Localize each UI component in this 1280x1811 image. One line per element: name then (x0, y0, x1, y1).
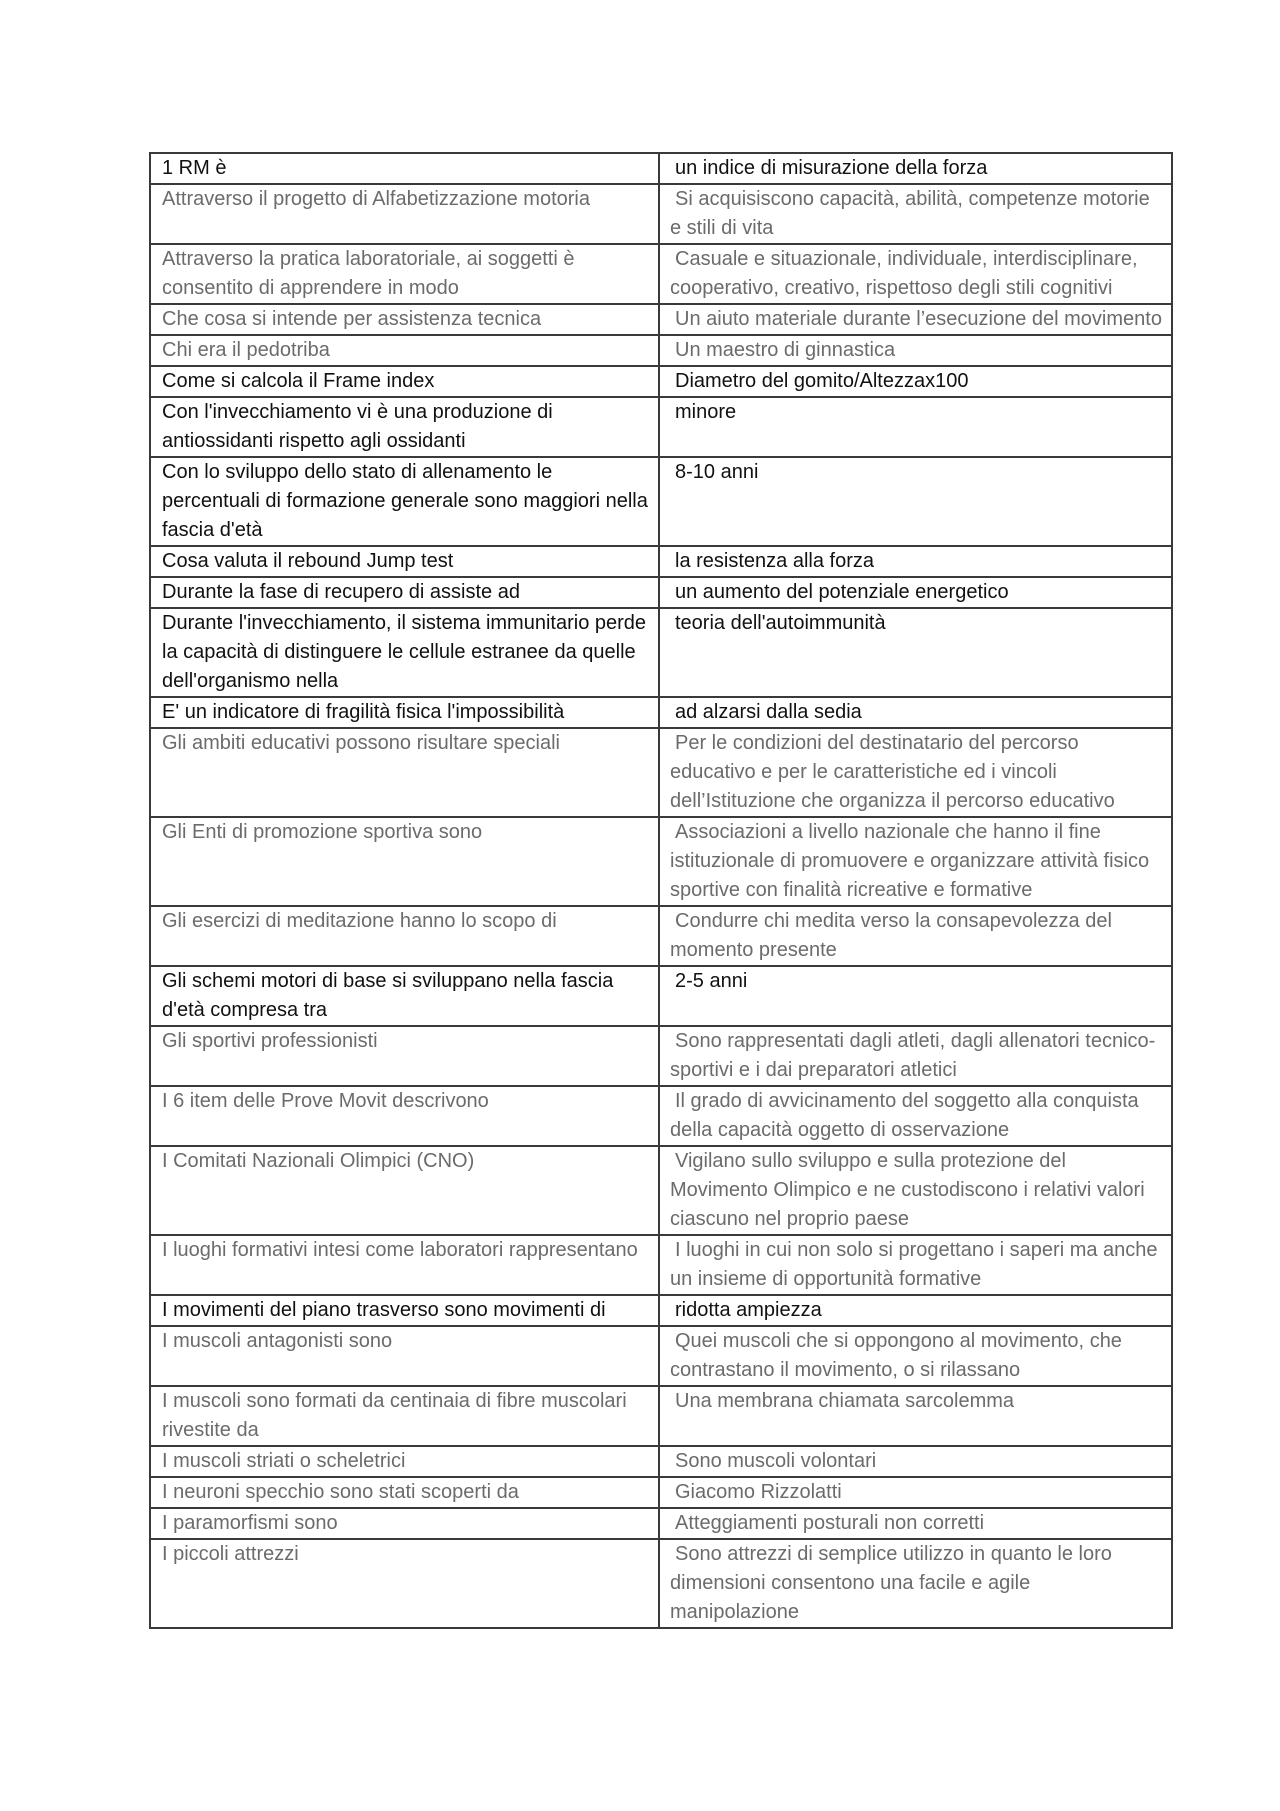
answer-cell (659, 728, 1172, 817)
question-cell: I neuroni specchio sono stati scoperti da (150, 1477, 659, 1508)
answer-cell (659, 577, 1172, 608)
answer-cell (659, 1086, 1172, 1146)
answer-text-rest: dimensioni consentono una facile e agile manipolazione (670, 1572, 1031, 1623)
answer-text-first: Condurre chi medita verso la consapevolezza del (675, 910, 1112, 932)
answer-text-first: Si acquisiscono capacità, abilità, competenze (675, 188, 1078, 210)
answer-text-first: Associazioni a livello nazionale che hanno il fine (675, 821, 1101, 843)
table-row (150, 335, 1172, 366)
answer-cell (659, 697, 1172, 728)
answer-text: Diametro del gomito/Altezzax100 (675, 370, 969, 392)
question-cell: Gli Enti di promozione sportiva sono (150, 817, 659, 906)
question-cell: Gli schemi motori di base si sviluppano nella fascia d'età compresa tra (150, 966, 659, 1026)
question-text-first: Attraverso la pratica laboratoriale, ai soggetti è (162, 248, 575, 270)
table-row (150, 1508, 1172, 1539)
qa-table-body (150, 153, 1172, 1628)
table-row (150, 697, 1172, 728)
answer-cell (659, 397, 1172, 457)
answer-text: Giacomo Rizzolatti (675, 1481, 842, 1503)
answer-cell (659, 153, 1172, 184)
answer-cell (659, 366, 1172, 397)
question-cell: 1 RM è (150, 153, 659, 184)
answer-text: Un maestro di ginnastica (675, 339, 896, 361)
answer-text: minore (675, 401, 737, 423)
answer-cell (659, 1539, 1172, 1628)
table-row (150, 366, 1172, 397)
answer-text-first: Casuale e situazionale, individuale, (675, 248, 988, 270)
answer-text-rest: che contrastano il movimento, o si rilassano (670, 1330, 1122, 1381)
answer-cell (659, 1146, 1172, 1235)
answer-text-rest: tecnico-sportivi e i dai preparatori atletici (670, 1030, 1156, 1081)
table-row (150, 1146, 1172, 1235)
question-cell: Chi era il pedotriba (150, 335, 659, 366)
question-text-rest: consentito di apprendere in modo (162, 277, 459, 299)
answer-text-first: Per le condizioni del destinatario del percorso (675, 732, 1079, 754)
answer-text-first: Quei muscoli che si oppongono al movimento, (675, 1330, 1085, 1352)
question-cell: Attraverso il progetto di Alfabetizzazione motoria (150, 184, 659, 244)
question-cell: I piccoli attrezzi (150, 1539, 659, 1628)
table-row (150, 304, 1172, 335)
answer-cell (659, 608, 1172, 697)
question-cell: E' un indicatore di fragilità fisica l'impossibilità (150, 697, 659, 728)
answer-text-first: Sono attrezzi di semplice utilizzo in quanto le loro (675, 1543, 1112, 1565)
answer-text-first: I luoghi in cui non solo si progettano i saperi ma (675, 1239, 1098, 1261)
question-cell: I Comitati Nazionali Olimpici (CNO) (150, 1146, 659, 1235)
answer-cell (659, 1477, 1172, 1508)
answer-text: Atteggiamenti posturali non corretti (675, 1512, 985, 1534)
answer-cell (659, 1026, 1172, 1086)
answer-cell (659, 1508, 1172, 1539)
question-cell: Gli esercizi di meditazione hanno lo scopo di (150, 906, 659, 966)
answer-text-rest: momento presente (670, 939, 837, 961)
answer-text-rest: conquista della capacità oggetto di osservazione (670, 1090, 1139, 1141)
table-row (150, 1539, 1172, 1628)
answer-cell (659, 184, 1172, 244)
answer-cell (659, 1386, 1172, 1446)
answer-cell (659, 304, 1172, 335)
question-cell: I 6 item delle Prove Movit descrivono (150, 1086, 659, 1146)
question-cell: I movimenti del piano trasverso sono movimenti di (150, 1295, 659, 1326)
answer-cell (659, 244, 1172, 304)
answer-text-rest: istituzionale di promuovere e organizzare attività fisico sportive con finalità ricreative e formative (670, 850, 1150, 901)
question-cell: I muscoli antagonisti sono (150, 1326, 659, 1386)
qa-table (149, 152, 1173, 1629)
answer-text-first: Sono rappresentati dagli atleti, dagli allenatori (675, 1030, 1080, 1052)
answer-cell (659, 335, 1172, 366)
table-row (150, 184, 1172, 244)
answer-text-rest: movimento (1064, 308, 1162, 330)
answer-text-rest: interdisciplinare, cooperativo, creativo, rispettoso degli stili cognitivi (670, 248, 1138, 299)
answer-text: 2-5 anni (675, 970, 748, 992)
question-cell: I paramorfismi sono (150, 1508, 659, 1539)
table-row (150, 1326, 1172, 1386)
answer-cell (659, 1235, 1172, 1295)
answer-text: 8-10 anni (675, 461, 759, 483)
answer-text-first: Vigilano sullo sviluppo e sulla protezione del (675, 1150, 1066, 1172)
question-cell: Con l'invecchiamento vi è una produzione di antiossidanti rispetto agli ossidanti (150, 397, 659, 457)
answer-text: ad alzarsi dalla sedia (675, 701, 862, 723)
table-row (150, 608, 1172, 697)
question-cell: Cosa valuta il rebound Jump test (150, 546, 659, 577)
table-row (150, 244, 1172, 304)
table-row (150, 457, 1172, 546)
answer-cell (659, 966, 1172, 1026)
table-row (150, 906, 1172, 966)
question-cell: Gli sportivi professionisti (150, 1026, 659, 1086)
answer-text: teoria dell'autoimmunità (675, 612, 886, 634)
table-row (150, 397, 1172, 457)
question-cell: I muscoli striati o scheletrici (150, 1446, 659, 1477)
table-row (150, 1386, 1172, 1446)
table-row (150, 153, 1172, 184)
table-row (150, 728, 1172, 817)
answer-cell (659, 457, 1172, 546)
answer-cell (659, 546, 1172, 577)
answer-text: Una membrana chiamata sarcolemma (675, 1390, 1015, 1412)
question-cell: Che cosa si intende per assistenza tecnica (150, 304, 659, 335)
answer-text: ridotta ampiezza (675, 1299, 822, 1321)
table-row (150, 1446, 1172, 1477)
answer-text-first: Il grado di avvicinamento del soggetto alla (675, 1090, 1048, 1112)
table-row (150, 1026, 1172, 1086)
question-cell: Come si calcola il Frame index (150, 366, 659, 397)
answer-text-rest: anche un insieme di opportunità formative (670, 1239, 1158, 1290)
table-row (150, 546, 1172, 577)
question-cell (150, 244, 659, 304)
answer-text-rest: motorie e stili di vita (670, 188, 1150, 239)
question-cell: Durante la fase di recupero di assiste ad (150, 577, 659, 608)
answer-cell (659, 1295, 1172, 1326)
question-cell: Con lo sviluppo dello stato di allenamento le percentuali di formazione generale sono maggiori nella fascia d'età (150, 457, 659, 546)
answer-text: un indice di misurazione della forza (675, 157, 988, 179)
question-cell: I muscoli sono formati da centinaia di fibre muscolari rivestite da (150, 1386, 659, 1446)
answer-cell (659, 1446, 1172, 1477)
answer-text: un aumento del potenziale energetico (675, 581, 1009, 603)
answer-cell (659, 817, 1172, 906)
answer-cell (659, 1326, 1172, 1386)
table-row (150, 577, 1172, 608)
answer-text-first: Un aiuto materiale durante l’esecuzione del (675, 308, 1059, 330)
table-row (150, 1477, 1172, 1508)
answer-text-rest: Movimento Olimpico e ne custodiscono i relativi valori ciascuno nel proprio paese (670, 1179, 1145, 1230)
question-cell: I luoghi formativi intesi come laboratori rappresentano (150, 1235, 659, 1295)
answer-text: Sono muscoli volontari (675, 1450, 877, 1472)
answer-cell (659, 906, 1172, 966)
answer-text: la resistenza alla forza (675, 550, 874, 572)
table-row (150, 1235, 1172, 1295)
table-row (150, 817, 1172, 906)
table-row (150, 1295, 1172, 1326)
table-row (150, 1086, 1172, 1146)
answer-text-rest: educativo e per le caratteristiche ed i vincoli dell’Istituzione che organizza il percorso educativo (670, 761, 1115, 812)
table-row (150, 966, 1172, 1026)
question-cell: Durante l'invecchiamento, il sistema immunitario perde la capacità di distinguere le cellule estranee da quelle dell'organismo nella (150, 608, 659, 697)
question-cell: Gli ambiti educativi possono risultare speciali (150, 728, 659, 817)
